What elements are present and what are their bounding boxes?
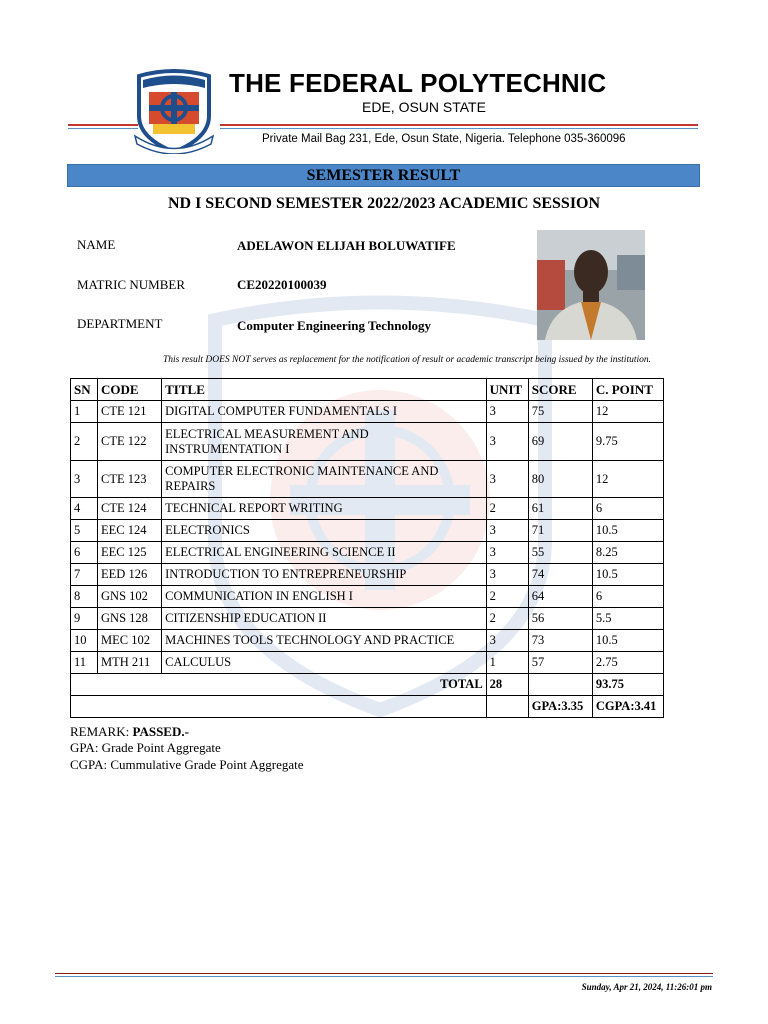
cell-sn: 3: [71, 461, 98, 498]
table-row: [71, 401, 664, 423]
cell-point: 12: [592, 401, 663, 423]
cell-score: 73: [528, 630, 592, 652]
cell-score: 55: [528, 542, 592, 564]
student-photo: [537, 230, 645, 340]
table-row: [71, 520, 664, 542]
cell-sn: 6: [71, 542, 98, 564]
cell-unit: 3: [486, 520, 528, 542]
cell-point: 9.75: [592, 423, 663, 461]
total-score-empty: [528, 674, 592, 696]
table-row: [71, 542, 664, 564]
cell-unit: 3: [486, 564, 528, 586]
cell-title: MACHINES TOOLS TECHNOLOGY AND PRACTICE: [162, 630, 487, 652]
table-row: [71, 630, 664, 652]
header-rule-blue: [220, 128, 698, 129]
header-unit: UNIT: [486, 379, 528, 401]
header-title: TITLE: [162, 379, 487, 401]
cell-code: GNS 102: [98, 586, 162, 608]
cell-point: 12: [592, 461, 663, 498]
gpa-value: GPA:3.35: [528, 696, 592, 718]
matric-label: MATRIC NUMBER: [77, 277, 185, 292]
cell-point: 6: [592, 498, 663, 520]
department-label: DEPARTMENT: [77, 316, 163, 331]
gpa-row-spacer: [71, 696, 487, 718]
department-value: Computer Engineering Technology: [237, 318, 432, 333]
cell-sn: 7: [71, 564, 98, 586]
cell-score: 57: [528, 652, 592, 674]
cell-unit: 2: [486, 498, 528, 520]
polytechnic-logo: [133, 66, 215, 154]
cell-score: 69: [528, 423, 592, 461]
cell-title: COMMUNICATION IN ENGLISH I: [162, 586, 487, 608]
cell-title: CALCULUS: [162, 652, 487, 674]
cell-score: 75: [528, 401, 592, 423]
cell-title: TECHNICAL REPORT WRITING: [162, 498, 487, 520]
header-sn: SN: [71, 379, 98, 401]
table-row: [71, 652, 664, 674]
header-rule-blue-left: [68, 128, 138, 129]
cell-score: 56: [528, 608, 592, 630]
total-row: [71, 674, 664, 696]
cell-unit: 3: [486, 461, 528, 498]
header-point: C. POINT: [592, 379, 663, 401]
gpa-definition: GPA: Grade Point Aggregate: [70, 740, 221, 755]
cell-unit: 3: [486, 401, 528, 423]
disclaimer-text: This result DOES NOT serves as replacement for the notification of result or academic transcript being issued by the institution.: [163, 355, 651, 365]
cell-score: 80: [528, 461, 592, 498]
cell-code: CTE 124: [98, 498, 162, 520]
footer-rule-red: [55, 973, 713, 974]
student-name: ADELAWON ELIJAH BOLUWATIFE: [237, 238, 456, 253]
cell-code: CTE 122: [98, 423, 162, 461]
cell-point: 8.25: [592, 542, 663, 564]
cell-point: 10.5: [592, 520, 663, 542]
cell-sn: 9: [71, 608, 98, 630]
cell-unit: 3: [486, 423, 528, 461]
header-rule-red: [220, 124, 698, 126]
cell-title: CITIZENSHIP EDUCATION II: [162, 608, 487, 630]
cell-code: EEC 125: [98, 542, 162, 564]
cell-title: ELECTRICAL ENGINEERING SCIENCE II: [162, 542, 487, 564]
name-label: NAME: [77, 237, 116, 252]
header-rule-red-left: [68, 124, 138, 126]
institution-contact: Private Mail Bag 231, Ede, Osun State, Nigeria. Telephone 035-360096: [262, 133, 626, 145]
cgpa-definition: CGPA: Cummulative Grade Point Aggregate: [70, 757, 304, 772]
cell-score: 74: [528, 564, 592, 586]
gpa-row: [71, 696, 664, 718]
header-score: SCORE: [528, 379, 592, 401]
remark-line: [70, 724, 189, 740]
cell-sn: 1: [71, 401, 98, 423]
table-row: [71, 423, 664, 461]
total-points: 93.75: [592, 674, 663, 696]
cgpa-value: CGPA:3.41: [592, 696, 663, 718]
cell-code: EEC 124: [98, 520, 162, 542]
cell-sn: 4: [71, 498, 98, 520]
remark-label: REMARK:: [70, 724, 130, 739]
cell-sn: 5: [71, 520, 98, 542]
table-row: [71, 498, 664, 520]
cell-point: 10.5: [592, 564, 663, 586]
total-label: TOTAL: [71, 674, 487, 696]
cell-code: EED 126: [98, 564, 162, 586]
footer-rule-blue: [55, 976, 713, 977]
cell-unit: 3: [486, 630, 528, 652]
cell-title: DIGITAL COMPUTER FUNDAMENTALS I: [162, 401, 487, 423]
cell-sn: 8: [71, 586, 98, 608]
cell-score: 71: [528, 520, 592, 542]
cell-code: MEC 102: [98, 630, 162, 652]
cell-sn: 10: [71, 630, 98, 652]
print-timestamp: Sunday, Apr 21, 2024, 11:26:01 pm: [581, 982, 712, 992]
cell-unit: 2: [486, 608, 528, 630]
cell-point: 2.75: [592, 652, 663, 674]
table-row: [71, 461, 664, 498]
cell-unit: 1: [486, 652, 528, 674]
cell-point: 6: [592, 586, 663, 608]
cell-code: GNS 128: [98, 608, 162, 630]
institution-location: EDE, OSUN STATE: [362, 99, 486, 115]
cell-point: 10.5: [592, 630, 663, 652]
cell-title: INTRODUCTION TO ENTREPRENEURSHIP: [162, 564, 487, 586]
table-header-row: [71, 379, 664, 401]
remark-value: PASSED.-: [132, 724, 189, 739]
table-row: [71, 586, 664, 608]
total-units: 28: [486, 674, 528, 696]
session-title: ND I SECOND SEMESTER 2022/2023 ACADEMIC SESSION: [167, 195, 601, 212]
cell-unit: 2: [486, 586, 528, 608]
cell-score: 64: [528, 586, 592, 608]
cell-unit: 3: [486, 542, 528, 564]
header-code: CODE: [98, 379, 162, 401]
result-table: [70, 378, 664, 718]
matric-number: CE20220100039: [237, 277, 327, 292]
semester-result-banner: SEMESTER RESULT: [67, 164, 700, 187]
cell-sn: 11: [71, 652, 98, 674]
table-row: [71, 608, 664, 630]
result-rows: [71, 401, 664, 718]
cell-code: CTE 121: [98, 401, 162, 423]
table-row: [71, 564, 664, 586]
cell-code: CTE 123: [98, 461, 162, 498]
gpa-row-unit-empty: [486, 696, 528, 718]
cell-sn: 2: [71, 423, 98, 461]
cell-point: 5.5: [592, 608, 663, 630]
cell-title: ELECTRONICS: [162, 520, 487, 542]
cell-score: 61: [528, 498, 592, 520]
cell-title: ELECTRICAL MEASUREMENT AND INSTRUMENTATION I: [162, 423, 487, 461]
institution-name: THE FEDERAL POLYTECHNIC: [229, 68, 607, 98]
cell-code: MTH 211: [98, 652, 162, 674]
cell-title: COMPUTER ELECTRONIC MAINTENANCE AND REPAIRS: [162, 461, 487, 498]
